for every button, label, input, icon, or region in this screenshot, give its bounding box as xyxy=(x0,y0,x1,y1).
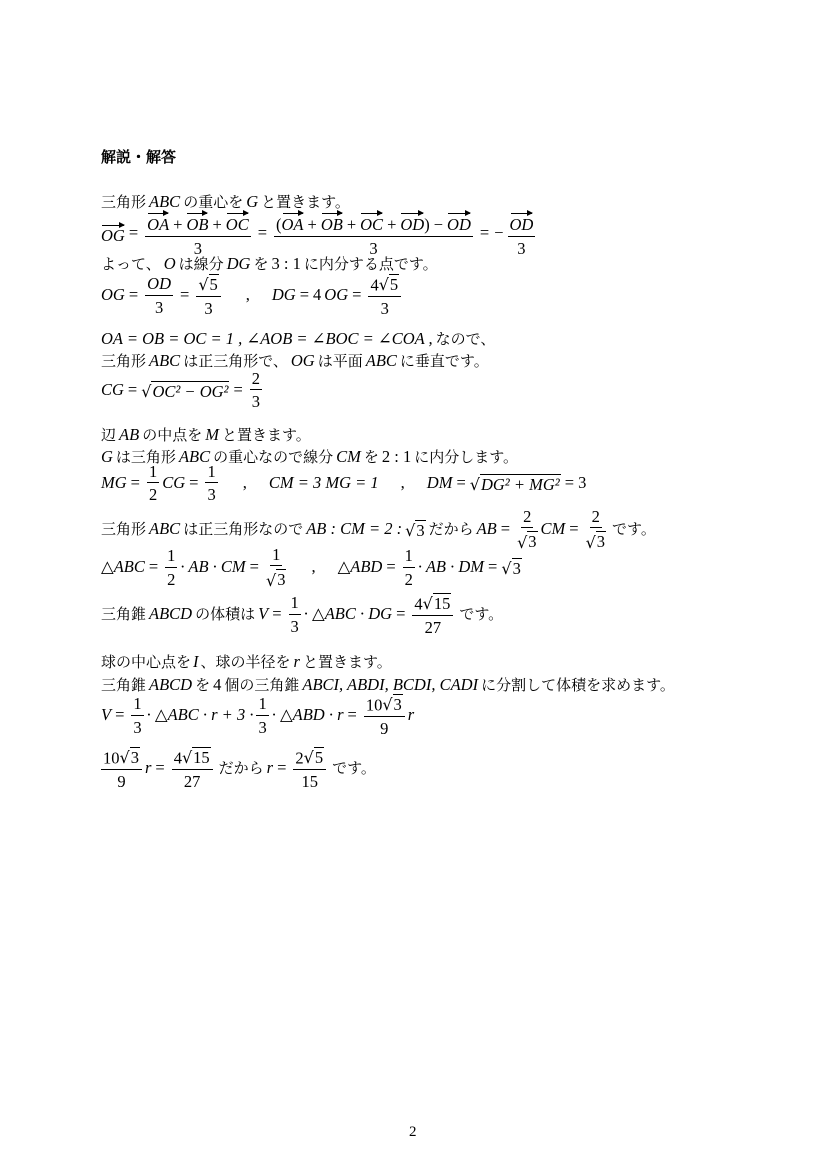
numerator: 1 xyxy=(131,695,143,715)
math-var: ABCD xyxy=(149,675,193,694)
numerator: 1 xyxy=(147,463,159,483)
math-var: CM xyxy=(540,519,566,539)
radicand: 3 xyxy=(393,695,402,714)
math-var: V xyxy=(101,705,112,725)
numerator: 1 xyxy=(270,546,282,566)
denominator: 3 xyxy=(517,238,526,258)
ratio: 2 : 1 xyxy=(381,447,412,466)
numerator: 1 xyxy=(165,547,177,567)
fraction xyxy=(508,210,536,257)
numerator: 2 xyxy=(521,508,533,528)
vector: OD xyxy=(400,210,424,233)
text: よって、 xyxy=(101,254,161,273)
text: を xyxy=(253,254,269,273)
coefficient: 4 xyxy=(370,275,379,295)
vector: OB xyxy=(321,210,343,233)
fraction: $\frac{OA + OB + OC}{3}$ xyxy=(145,210,251,257)
vector: OA xyxy=(147,210,169,233)
math-var: △ABD xyxy=(337,557,383,577)
centroid-intro-line xyxy=(101,194,350,211)
text: です。 xyxy=(459,605,504,624)
og-dg-equation: OG = $\frac{OD}{3}$ = √ 5 3 , DG = 4 OG = 4 √ 5 3 xyxy=(101,274,404,317)
math-expression: OA = OB = OC = 1 , ∠AOB = ∠BOC = ∠COA , xyxy=(101,329,433,348)
text: の重心なので線分 xyxy=(213,447,334,466)
text: は線分 xyxy=(178,254,224,273)
text: と置きます。 xyxy=(261,192,350,211)
numerator: 2 xyxy=(590,508,602,528)
math-expression: CM = 3 MG = 1 xyxy=(268,473,379,493)
math-var: ABC xyxy=(178,447,211,466)
ab-length-line: 三角形 ABC は正三角形なので AB : CM = 2 : √ 3 だから AB = 2 √ 3 CM = 2 √ 3 です。 xyxy=(101,507,656,552)
triangle-areas-equation: △ABC = $\frac{1}{2}$ · AB · CM = 1 √ 3 , △ABD = $\frac{1}{2}$ · AB · DM = √ 3 xyxy=(101,545,521,590)
text: 、球の半径を xyxy=(200,652,291,671)
denominator: 3 xyxy=(258,717,267,737)
vector: OD xyxy=(447,210,471,233)
sphere-intro-line xyxy=(101,654,392,671)
midpoint-line xyxy=(101,427,311,444)
coefficient: 10 xyxy=(365,695,383,715)
denominator: 3 xyxy=(193,238,203,258)
denominator: 27 xyxy=(424,618,442,638)
math-var: MG xyxy=(101,473,127,493)
coefficient: 4 xyxy=(414,594,423,614)
radius-result-equation: 10 √ 3 9 r = 4 √ 15 27 だから r = 2 √ 5 15 です。 xyxy=(103,748,376,792)
math-var: r xyxy=(293,652,300,671)
math-var: r xyxy=(407,705,415,725)
denominator: 3 xyxy=(369,238,378,258)
numerator: 1 xyxy=(289,594,301,614)
text: を xyxy=(195,675,211,694)
ratio: 3 : 1 xyxy=(271,254,301,273)
numerator: 1 xyxy=(205,463,217,483)
vector: OC xyxy=(360,210,383,233)
text: に内分します。 xyxy=(414,447,519,466)
separator: , xyxy=(245,285,250,305)
volume-sum-equation: V = $\frac{1}{3}$ · △ABC · r + 3 · $\frac{1}{3}$ · △ABD · r = 10 √ 3 9 r xyxy=(101,694,415,739)
math-var: CM xyxy=(336,447,361,466)
radicand: 5 xyxy=(389,275,399,294)
vector: OA xyxy=(282,210,304,233)
radicand: 3 xyxy=(416,521,425,541)
page-number: 2 xyxy=(409,1124,417,1140)
math-var: r xyxy=(266,758,274,778)
vector: OB xyxy=(186,210,208,233)
text: なので、 xyxy=(435,329,496,348)
math-var: G xyxy=(246,192,259,211)
denominator: 3 xyxy=(207,485,216,505)
text: に垂直です。 xyxy=(399,351,489,370)
split-tetrahedron-line xyxy=(101,677,675,694)
text: 三角錐 xyxy=(101,675,147,694)
denominator: 3 xyxy=(154,297,164,317)
radicand: 15 xyxy=(433,594,451,613)
denominator: 9 xyxy=(380,719,389,739)
text: は三角形 xyxy=(115,447,176,466)
vector-og-equation: OG = $\frac{OA + OB + OC}{3}$ = $\frac{(OA + OB + OC + OD) - OD}{3}$ = − $\frac{OD}{3}$ xyxy=(101,210,538,257)
volume-line: 三角錐 ABCD の体積は V = $\frac{1}{3}$ · △ABC · DG = 4 √ 15 27 です。 xyxy=(101,593,504,638)
radicand: DG² + MG² xyxy=(480,474,560,494)
denominator: 27 xyxy=(183,772,201,792)
text: だから xyxy=(218,759,264,778)
math-var: G xyxy=(101,447,113,466)
text: 三角形 xyxy=(101,520,147,539)
math-var: CG xyxy=(101,380,124,400)
denominator: 15 xyxy=(301,772,318,792)
denominator: 3 xyxy=(251,392,261,412)
text: を xyxy=(363,447,379,466)
radicand: 3 xyxy=(596,532,606,552)
division-ratio-line xyxy=(101,256,438,273)
denominator: 3 xyxy=(380,299,389,319)
math-var: I xyxy=(193,652,199,671)
math-expression: · △ABD · r xyxy=(271,705,344,725)
math-var: OG xyxy=(324,285,349,305)
text: に分割して体積を求めます。 xyxy=(481,675,675,694)
denominator: 2 xyxy=(404,569,413,589)
math-var: V xyxy=(258,604,269,624)
numerator: 1 xyxy=(256,695,268,715)
radicand: 3 xyxy=(277,570,286,590)
denominator: 3 xyxy=(133,717,142,737)
fraction: $\frac{(OA + OB + OC + OD) - OD}{3}$ xyxy=(274,210,473,257)
text: は正三角形で、 xyxy=(183,351,288,370)
text: に内分する点です。 xyxy=(303,254,438,273)
equal-lengths-line xyxy=(101,331,495,348)
math-var: AB xyxy=(119,425,140,444)
math-var: DG xyxy=(226,254,251,273)
cg-equation: CG = √ OC² − OG² = $\frac{2}{3}$ xyxy=(101,369,261,412)
text: だから xyxy=(428,520,474,539)
math-var: r xyxy=(144,758,152,778)
coefficient: 4 xyxy=(313,285,322,305)
text: 三角錐 xyxy=(101,605,147,624)
denominator: 2 xyxy=(167,569,176,589)
radicand: 3 xyxy=(528,532,537,552)
math-var: OG xyxy=(290,351,315,370)
math-var: OG xyxy=(101,285,125,305)
math-var: ABCD xyxy=(149,604,193,624)
text: は正三角形なので xyxy=(183,520,304,539)
text: の体積は xyxy=(195,605,256,624)
text: 球の中心点を xyxy=(101,652,192,671)
value: 3 xyxy=(578,473,587,493)
math-var: O xyxy=(163,254,176,273)
mg-cm-dm-equation: MG = $\frac{1}{2}$ CG = $\frac{1}{3}$ , CM = 3 MG = 1 , DM = √ DG² + MG² = 3 xyxy=(101,462,587,505)
math-var: DM xyxy=(426,473,453,493)
math-var: OD xyxy=(147,274,171,294)
radicand: 5 xyxy=(209,275,218,294)
denominator: 2 xyxy=(148,485,158,505)
coefficient: 2 xyxy=(295,748,304,768)
math-var: AB xyxy=(476,519,497,539)
text: と置きます。 xyxy=(221,425,311,444)
text: 個の三角錐 xyxy=(224,675,300,694)
math-var: DG xyxy=(271,285,296,305)
math-var: ABC xyxy=(365,351,397,370)
math-expression: ABCI, ABDI, BCDI, CADI xyxy=(302,675,479,694)
radicand: 15 xyxy=(193,748,210,767)
text: です。 xyxy=(332,759,376,778)
coefficient: 10 xyxy=(103,748,120,768)
denominator: 3 xyxy=(204,299,213,319)
numerator: 1 xyxy=(403,547,415,567)
coefficient: 4 xyxy=(173,748,182,768)
text: と置きます。 xyxy=(302,652,392,671)
math-var: △ABC xyxy=(101,557,145,577)
math-var: ABC xyxy=(149,351,181,370)
text: の重心を xyxy=(183,192,244,211)
math-var: M xyxy=(205,425,219,444)
text: の中点を xyxy=(142,425,203,444)
equilateral-line xyxy=(101,353,489,370)
vector: OD xyxy=(510,210,534,233)
numerator: 2 xyxy=(250,370,262,390)
vector-og: OG xyxy=(101,222,125,245)
radicand: 5 xyxy=(314,748,324,767)
math-expression: AB : CM = 2 : xyxy=(306,519,403,539)
text: 辺 xyxy=(101,425,117,444)
text: です。 xyxy=(612,520,656,539)
math-var: ABC xyxy=(149,192,181,211)
math-var: ABC xyxy=(149,519,181,539)
radicand: 3 xyxy=(130,748,139,767)
page-heading: 解説・解答 xyxy=(101,148,177,166)
denominator: 9 xyxy=(117,772,126,792)
math-expression: · AB · DM xyxy=(417,557,485,577)
math-expression: · △ABC · r + 3 · xyxy=(146,705,254,725)
text: 三角形 xyxy=(101,192,147,211)
radicand: 3 xyxy=(512,559,521,579)
vector: OC xyxy=(226,210,249,233)
radicand: OC² − OG² xyxy=(152,381,229,401)
text: 三角形 xyxy=(101,351,147,370)
text: は平面 xyxy=(317,351,363,370)
math-var: CG xyxy=(162,473,186,493)
math-expression: · △ABC · DG xyxy=(303,604,393,624)
math-expression: · AB · CM xyxy=(180,557,246,577)
count: 4 xyxy=(213,675,222,694)
